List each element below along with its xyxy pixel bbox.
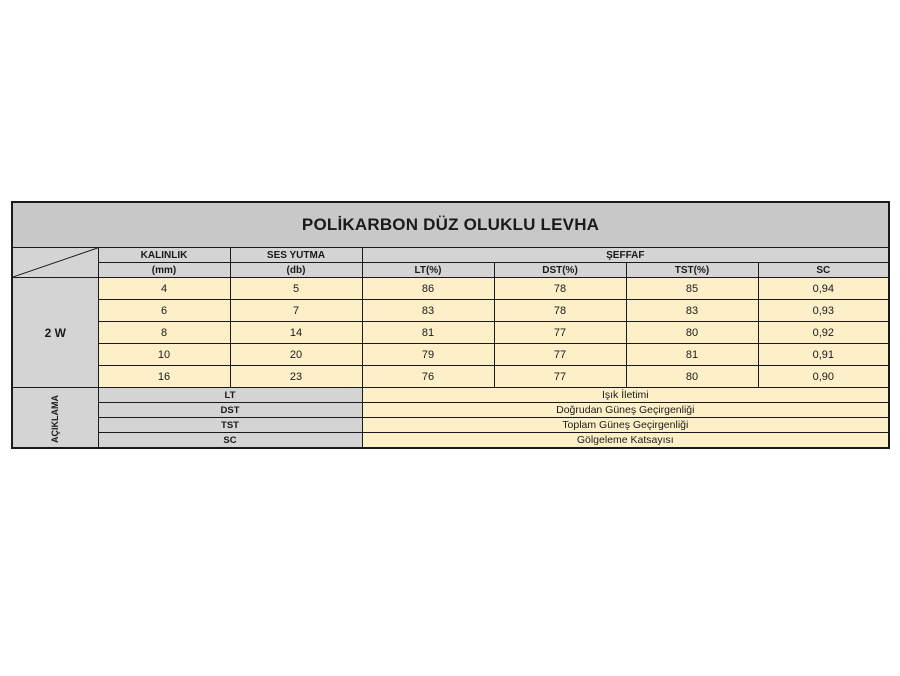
table-row (12, 366, 889, 388)
cell-lt: 79 (362, 344, 494, 366)
header-row-1 (12, 248, 889, 263)
header-ses-unit: (db) (230, 263, 362, 278)
cell-ses: 5 (230, 278, 362, 300)
legend-abbr: SC (98, 433, 362, 449)
spec-sheet (11, 201, 888, 460)
cell-dst: 78 (494, 300, 626, 322)
cell-lt: 83 (362, 300, 494, 322)
cell-kalinlik: 6 (98, 300, 230, 322)
cell-ses: 14 (230, 322, 362, 344)
legend-row (12, 403, 889, 418)
header-lt: LT(%) (362, 263, 494, 278)
cell-kalinlik: 16 (98, 366, 230, 388)
legend-row (12, 433, 889, 449)
header-dst: DST(%) (494, 263, 626, 278)
cell-kalinlik: 8 (98, 322, 230, 344)
group-label: 2 W (12, 278, 98, 388)
header-seffaf: ŞEFFAF (362, 248, 889, 263)
header-row-2 (12, 263, 889, 278)
table-row (12, 322, 889, 344)
spec-table (11, 201, 890, 449)
legend-desc: Gölgeleme Katsayısı (362, 433, 889, 449)
legend-desc: Toplam Güneş Geçirgenliği (362, 418, 889, 433)
cell-lt: 81 (362, 322, 494, 344)
cell-tst: 85 (626, 278, 758, 300)
legend-row (12, 388, 889, 403)
legend-desc: Işık İletimi (362, 388, 889, 403)
cell-lt: 86 (362, 278, 494, 300)
title-row (12, 202, 889, 248)
legend-side-cell (12, 388, 98, 449)
cell-dst: 77 (494, 344, 626, 366)
table-row (12, 300, 889, 322)
corner-cell (12, 248, 98, 278)
legend-row (12, 418, 889, 433)
header-sc: SC (758, 263, 889, 278)
cell-ses: 7 (230, 300, 362, 322)
header-tst: TST(%) (626, 263, 758, 278)
table-row (12, 278, 889, 300)
cell-dst: 77 (494, 322, 626, 344)
cell-lt: 76 (362, 366, 494, 388)
cell-sc: 0,91 (758, 344, 889, 366)
cell-tst: 81 (626, 344, 758, 366)
cell-ses: 20 (230, 344, 362, 366)
cell-sc: 0,94 (758, 278, 889, 300)
header-kalinlik-unit: (mm) (98, 263, 230, 278)
table-title: POLİKARBON DÜZ OLUKLU LEVHA (12, 202, 889, 248)
cell-dst: 78 (494, 278, 626, 300)
legend-abbr: TST (98, 418, 362, 433)
cell-ses: 23 (230, 366, 362, 388)
legend-desc: Doğrudan Güneş Geçirgenliği (362, 403, 889, 418)
legend-abbr: DST (98, 403, 362, 418)
header-kalinlik: KALINLIK (98, 248, 230, 263)
table-row (12, 344, 889, 366)
cell-tst: 80 (626, 366, 758, 388)
cell-sc: 0,93 (758, 300, 889, 322)
legend-label: AÇIKLAMA (50, 394, 61, 443)
cell-sc: 0,90 (758, 366, 889, 388)
cell-kalinlik: 10 (98, 344, 230, 366)
header-ses-yutma: SES YUTMA (230, 248, 362, 263)
cell-tst: 80 (626, 322, 758, 344)
diagonal-line-icon (13, 248, 98, 277)
cell-kalinlik: 4 (98, 278, 230, 300)
cell-sc: 0,92 (758, 322, 889, 344)
cell-dst: 77 (494, 366, 626, 388)
legend-abbr: LT (98, 388, 362, 403)
cell-tst: 83 (626, 300, 758, 322)
